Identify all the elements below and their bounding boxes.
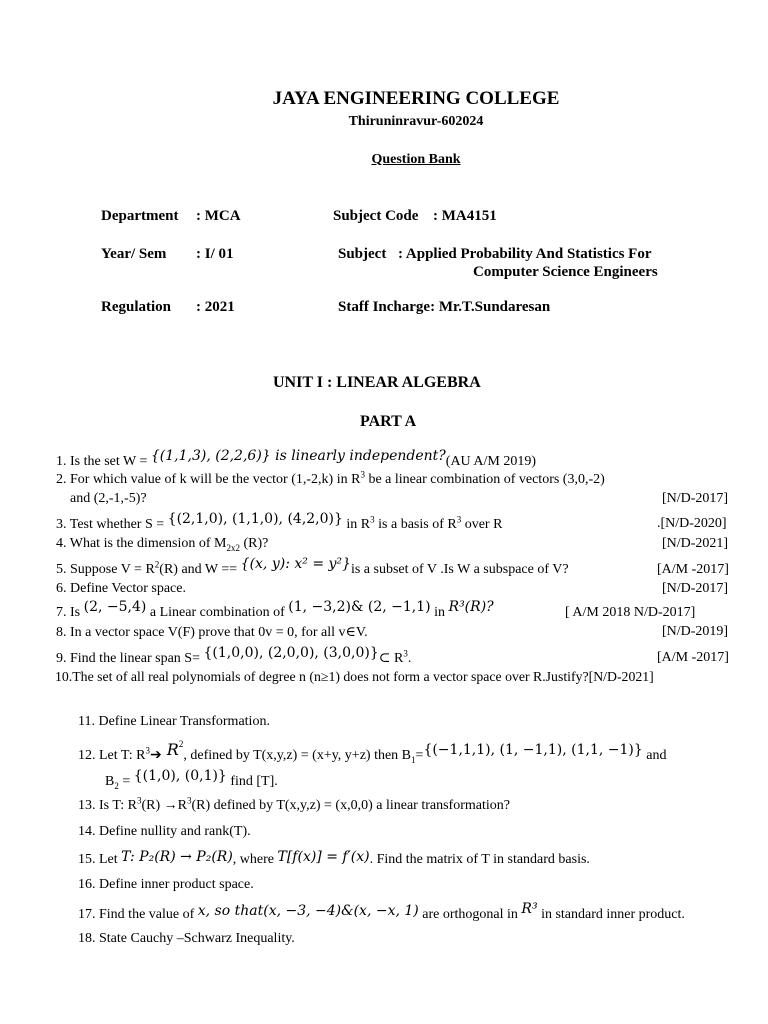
question-17-text-cont2: in standard inner product.: [537, 907, 685, 922]
question-13-text-cont2: (R) defined by T(x,y,z) = (x,0,0) a linear transformation?: [191, 798, 510, 813]
question-13-text: 13. Is T: R: [78, 798, 137, 813]
question-12-math-3: {(1,0), (0,1)}: [133, 768, 227, 784]
subscript: 2x2: [226, 542, 240, 553]
question-2-text: 2. For which value of k will be the vector (1,-2,k) in R: [56, 472, 361, 487]
superscript: 3: [136, 795, 142, 806]
question-6-tag: [N/D-2017]: [662, 581, 729, 596]
question-12-text: 12. Let T: R: [78, 748, 146, 763]
college-name: JAYA ENGINEERING COLLEGE: [272, 88, 560, 109]
college-location: Thiruninravur-602024: [348, 114, 484, 129]
question-12-math-1: R: [161, 740, 179, 759]
question-3-tag: .[N/D-2020]: [657, 516, 727, 531]
department-value: : MCA: [196, 208, 241, 224]
question-2-text-cont: be a linear combination of vectors (3,0,-2): [364, 472, 605, 487]
question-7-tag: [ A/M 2018 N/D-2017]: [565, 605, 696, 620]
staff-incharge: Staff Incharge: Mr.T.Sundaresan: [338, 299, 551, 315]
question-12-text-eq: =: [118, 774, 134, 789]
question-9-text: 9. Find the linear span S=: [56, 651, 204, 666]
question-13: [78, 795, 510, 814]
question-9-tag: [A/M -2017]: [657, 650, 729, 665]
question-8-tag: [N/D-2019]: [662, 624, 729, 639]
subscript: 2: [114, 780, 119, 791]
question-7-math-3: R³(R)?: [448, 599, 494, 615]
department-label: Department: [101, 208, 179, 224]
question-5-math: {(x, y): x² = y²}: [240, 556, 351, 572]
superscript: 2: [178, 739, 184, 750]
question-17: [78, 901, 685, 923]
question-5-tag: [A/M -2017]: [657, 562, 729, 577]
question-6: 6. Define Vector space.: [56, 581, 186, 596]
question-9-text-cont2: .: [407, 651, 412, 666]
question-7-math-2: (1, −3,2)& (2, −1,1): [288, 599, 431, 615]
part-title: PART A: [360, 413, 417, 430]
question-15: [78, 851, 590, 868]
question-15-text-cont: , where: [232, 852, 278, 867]
question-14: 14. Define nullity and rank(T).: [78, 824, 251, 839]
question-12-text-cont3: and: [642, 748, 667, 763]
question-3: [56, 511, 503, 533]
question-15-math-1: T: P₂(R) → P₂(R): [121, 849, 233, 865]
subject-value-line2: Computer Science Engineers: [473, 264, 658, 280]
question-16: 16. Define inner product space.: [78, 877, 254, 892]
question-3-text-cont3: over R: [461, 517, 503, 532]
question-2: [56, 469, 605, 488]
question-2-tag: [N/D-2017]: [662, 491, 729, 506]
question-7-text: 7. Is: [56, 605, 84, 620]
question-12-text-cont2: =: [415, 748, 424, 763]
unit-title: UNIT I : LINEAR ALGEBRA: [273, 374, 481, 391]
question-7-text-cont2: in: [430, 605, 449, 620]
question-12-text-end: find [T].: [226, 774, 278, 789]
question-12-text-cont: , defined by T(x,y,z) = (x+y, y+z) then B: [183, 748, 412, 763]
question-1: [56, 448, 537, 470]
subject-value-line1: : Applied Probability And Statistics For: [398, 246, 652, 262]
question-7: [56, 599, 494, 621]
question-17-math-2: R³: [521, 901, 538, 917]
question-3-text: 3. Test whether S =: [56, 517, 168, 532]
question-11: 11. Define Linear Transformation.: [78, 714, 270, 729]
subscript: 1: [411, 754, 416, 765]
question-4-tag: [N/D-2021]: [662, 536, 729, 551]
superscript: 2: [154, 559, 160, 570]
question-12-line2: [105, 768, 278, 791]
question-18: 18. State Cauchy –Schwarz Inequality.: [78, 931, 295, 946]
question-5-text-cont2: is a subset of V .Is W a subspace of V?: [350, 562, 569, 577]
regulation-label: Regulation: [101, 299, 172, 315]
question-15-math-2: T[f(x)] = f′(x): [277, 849, 370, 865]
question-8: 8. In a vector space V(F) prove that 0v = 0, for all v∈V.: [56, 625, 368, 640]
subject-label: Subject: [338, 246, 387, 262]
superscript: 3: [403, 648, 408, 659]
superscript: 3: [370, 514, 375, 525]
question-7-text-cont: a Linear combination of: [146, 605, 289, 620]
superscript: 3: [360, 469, 365, 480]
question-3-text-cont: in R: [342, 517, 371, 532]
superscript: 3: [145, 745, 150, 756]
question-9-text-cont: ⊂ R: [378, 651, 404, 666]
question-12-text-b2: B: [105, 774, 115, 789]
question-5-text: 5. Suppose V = R: [56, 562, 155, 577]
question-7-math-1: (2, −5,4): [83, 599, 147, 615]
subject-code-value: : MA4151: [433, 208, 497, 224]
subject-code-label: Subject Code: [333, 208, 419, 224]
question-5-text-cont: (R) and W ==: [159, 562, 241, 577]
year-sem-value: : I/ 01: [196, 246, 234, 262]
question-1-tag: (AU A/M 2019): [445, 454, 537, 469]
question-2-line2: and (2,-1,-5)?: [70, 491, 147, 506]
question-17-text: 17. Find the value of: [78, 907, 198, 922]
arrow-icon: ➔: [149, 748, 162, 763]
regulation-value: : 2021: [196, 299, 235, 315]
year-sem-label: Year/ Sem: [101, 246, 167, 262]
question-4-text-cont: (R)?: [239, 536, 269, 551]
question-9-math: {(1,0,0), (2,0,0), (3,0,0)}: [203, 645, 379, 661]
question-15-text-cont2: . Find the matrix of T in standard basis.: [369, 852, 590, 867]
question-1-text: 1. Is the set W =: [56, 454, 151, 469]
question-13-text-cont: (R) →R: [141, 798, 187, 813]
question-17-text-cont: are orthogonal in: [418, 907, 522, 922]
question-3-math: {(2,1,0), (1,1,0), (4,2,0)}: [167, 511, 343, 527]
question-4: [56, 536, 268, 552]
superscript: 3: [186, 795, 192, 806]
question-9: [56, 645, 412, 667]
question-4-text: 4. What is the dimension of M: [56, 536, 227, 551]
question-17-math-1: x, so that(x, −3, −4)&(x, −x, 1): [197, 903, 419, 919]
question-1-math: {(1,1,3), (2,2,6)} is linearly independent?: [150, 448, 446, 464]
question-3-text-cont2: is a basis of R: [374, 517, 457, 532]
superscript: 3: [456, 514, 462, 525]
question-12: [78, 739, 667, 765]
document-type: Question Bank: [371, 152, 461, 167]
question-5: [56, 556, 569, 578]
question-12-math-2: {(−1,1,1), (1, −1,1), (1,1, −1)}: [423, 742, 643, 758]
question-10: 10.The set of all real polynomials of degree n (n≥1) does not form a vector space over R.Justify?[N/D-2021]: [55, 669, 654, 684]
question-15-text: 15. Let: [78, 852, 122, 867]
